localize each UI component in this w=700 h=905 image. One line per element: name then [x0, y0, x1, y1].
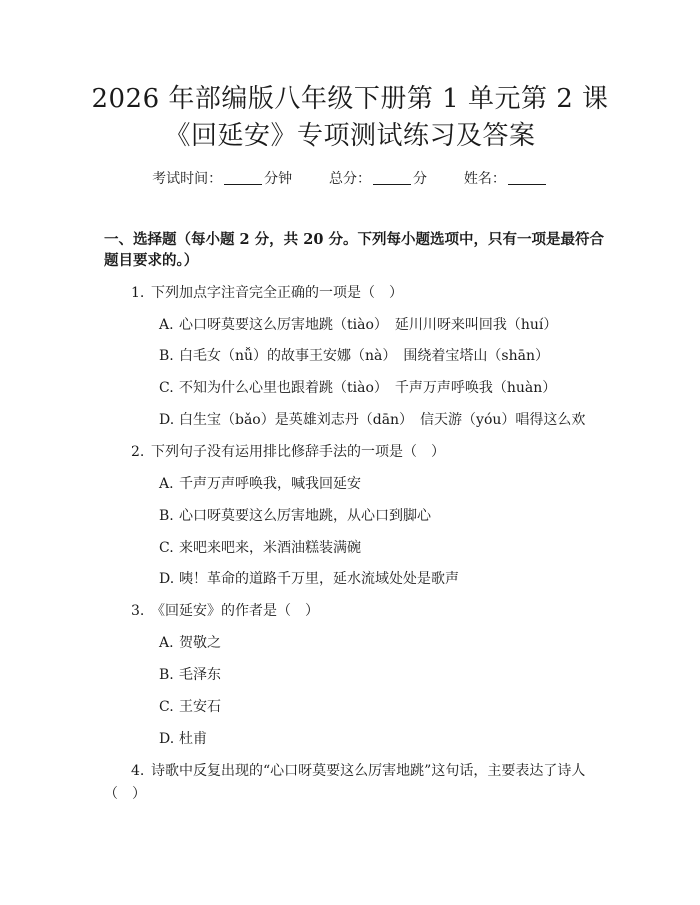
question-number: 2.	[131, 444, 145, 460]
name-label: 姓名：	[463, 171, 506, 187]
option-letter: D.	[159, 571, 175, 587]
option-text: 不知为什么心里也跟着跳（tiào） 千声万声呼唤我（huàn）	[179, 380, 557, 396]
question-2	[131, 441, 445, 461]
exam-meta-row	[0, 168, 700, 188]
option-text: 杜甫	[179, 731, 207, 747]
time-blank[interactable]	[224, 184, 262, 185]
option-letter: D.	[159, 731, 175, 747]
score-unit: 分	[413, 171, 427, 187]
option-2c[interactable]	[159, 537, 361, 557]
option-3d[interactable]	[159, 728, 207, 748]
score-blank[interactable]	[373, 184, 411, 185]
option-text: 来吧来吧来，米酒油糕装满碗	[179, 540, 361, 556]
page-title-line2: 《回延安》专项测试练习及答案	[164, 121, 536, 151]
option-text: 心口呀莫要这么厉害地跳，从心口到脚心	[179, 508, 431, 524]
option-3b[interactable]	[159, 664, 221, 684]
option-2d[interactable]	[159, 568, 459, 588]
option-letter: A.	[159, 317, 174, 333]
option-text: 贺敬之	[179, 635, 221, 651]
option-letter: C.	[159, 380, 174, 396]
question-number: 1.	[131, 285, 145, 301]
question-4	[104, 760, 604, 806]
option-text: 心口呀莫要这么厉害地跳（tiào） 延川川呀来叫回我（huí）	[179, 317, 558, 333]
time-label: 考试时间：	[152, 171, 223, 187]
option-text: 咦！革命的道路千万里，延水流域处处是歌声	[179, 571, 459, 587]
option-text: 毛泽东	[179, 667, 221, 683]
option-letter: A.	[159, 635, 174, 651]
option-1a[interactable]	[159, 314, 557, 334]
page-title-line1: 2026 年部编版八年级下册第 1 单元第 2 课	[91, 84, 609, 114]
option-text: 千声万声呼唤我，喊我回延安	[179, 476, 361, 492]
option-letter: B.	[159, 667, 174, 683]
option-3a[interactable]	[159, 632, 221, 652]
option-3c[interactable]	[159, 696, 221, 716]
question-stem: 诗歌中反复出现的“心口呀莫要这么厉害地跳”这句话，主要表达了诗人（ ）	[104, 763, 586, 802]
option-letter: D.	[159, 412, 175, 428]
option-2a[interactable]	[159, 473, 361, 493]
question-1	[131, 282, 403, 302]
question-number: 3.	[131, 603, 145, 619]
option-letter: A.	[159, 476, 174, 492]
question-stem: 《回延安》的作者是（ ）	[151, 603, 319, 619]
question-stem: 下列句子没有运用排比修辞手法的一项是（ ）	[151, 444, 445, 460]
option-1b[interactable]	[159, 345, 549, 365]
option-1c[interactable]	[159, 377, 556, 397]
question-3	[131, 600, 319, 620]
option-letter: C.	[159, 699, 174, 715]
time-unit: 分钟	[264, 171, 293, 187]
option-letter: B.	[159, 348, 174, 364]
question-number: 4.	[131, 763, 145, 779]
name-blank[interactable]	[508, 184, 546, 185]
score-label: 总分：	[329, 171, 371, 187]
option-2b[interactable]	[159, 505, 431, 525]
section-heading: 一、选择题（每小题 2 分，共 20 分。下列每小题选项中，只有一项是最符合题目要求的。）	[104, 231, 604, 269]
option-letter: C.	[159, 540, 174, 556]
option-letter: B.	[159, 508, 174, 524]
question-stem: 下列加点字注音完全正确的一项是（ ）	[151, 285, 403, 301]
option-text: 王安石	[179, 699, 221, 715]
option-text: 白毛女（nǚ）的故事王安娜（nà） 围绕着宝塔山（shān）	[179, 348, 549, 364]
option-text: 白生宝（bǎo）是英雄刘志丹（dān） 信天游（yóu）唱得这么欢	[179, 412, 586, 428]
option-1d[interactable]	[159, 409, 585, 429]
